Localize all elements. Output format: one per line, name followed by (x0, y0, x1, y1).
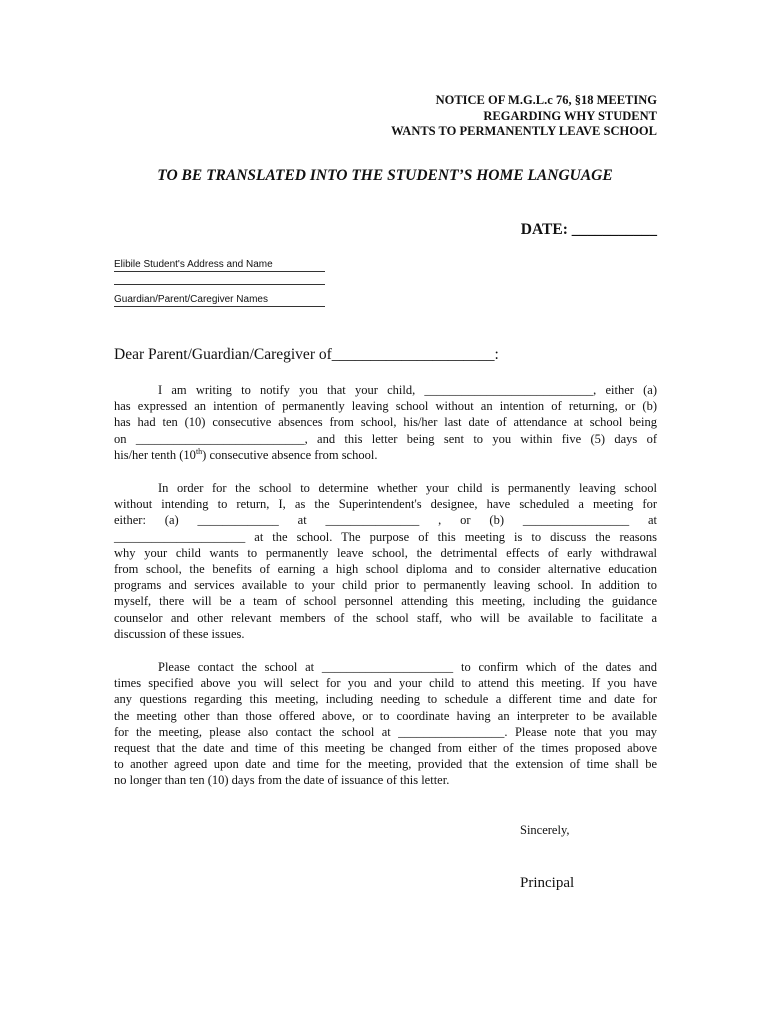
paragraph-line: I am writing to notify you that your child, ___________________________, either (a) (158, 383, 657, 397)
header-line-2: REGARDING WHY STUDENT (483, 108, 657, 123)
paragraph-line: no longer than ten (10) days from the date of issuance of this letter. (114, 773, 450, 788)
paragraph-line: In order for the school to determine whether your child is permanently leaving school (158, 481, 657, 495)
paragraph-line: programs and services available to your child prior to permanently leaving school. In addition to (114, 578, 657, 593)
paragraph-line: either: (a) _____________ at _______________ , or (b) _________________ at (114, 513, 657, 528)
closing: Sincerely, (520, 823, 570, 837)
paragraph-notification (114, 382, 657, 463)
paragraph-line: has had ten (10) consecutive absences from school, his/her last date of attendance at school being (114, 415, 657, 430)
paragraph-line: myself, there will be a team of school personnel attending this meeting, including the guidance (114, 594, 657, 609)
salutation: Dear Parent/Guardian/Caregiver of_____________________: (114, 346, 499, 363)
header-line-3: WANTS TO PERMANENTLY LEAVE SCHOOL (391, 124, 657, 138)
paragraph-line: _____________________ at the school. The purpose of this meeting is to discuss the reasons (114, 529, 657, 544)
paragraph-line: from school, the benefits of earning a high school diploma and to consider alternative education (114, 561, 657, 576)
paragraph-line: Please contact the school at _____________________ to confirm which of the dates and (158, 660, 657, 674)
notice-header (300, 93, 657, 140)
paragraph-line: has expressed an intention of permanently leaving school without an intention of returning, or (b) (114, 399, 657, 414)
paragraph-line: times specified above you will select for you and your child to attend this meeting. If you have (114, 676, 657, 691)
paragraph-line: to another agreed upon date and time for the meeting, provided that the extension of time shall be (114, 757, 657, 772)
paragraph-line: the meeting other than those offered above, or to coordinate having an interpreter to be available (114, 708, 657, 723)
guardian-blank-line (114, 284, 325, 285)
paragraph-meeting (114, 480, 657, 642)
paragraph-line: why your child wants to permanently leave school, the detrimental effects of early withdrawal (114, 545, 657, 560)
header-line-1: NOTICE OF M.G.L.c 76, §18 MEETING (435, 93, 657, 107)
absence-text: ) consecutive absence from school. (202, 447, 378, 462)
date-field: DATE: ___________ (520, 221, 657, 238)
paragraph-line: any questions regarding this meeting, including needing to schedule a different time and date for (114, 692, 657, 707)
translation-note: TO BE TRANSLATED INTO THE STUDENT’S HOME LANGUAGE (157, 167, 613, 184)
paragraph-line: on ___________________________, and this letter being sent to you within five (5) days of (114, 431, 657, 446)
paragraph-line: discussion of these issues. (114, 626, 245, 641)
paragraph-line: counselor and other relevant members of the school staff, who will be available to facilitate a (114, 610, 657, 625)
paragraph-line: without intending to return, I, as the Superintendent's designee, have scheduled a meeting for (114, 497, 657, 512)
ordinal-superscript: th (195, 446, 203, 456)
tenth-text: his/her tenth (10 (114, 447, 196, 462)
student-address-field (114, 259, 325, 272)
signature-title: Principal (520, 875, 575, 891)
paragraph-line: request that the date and time of this meeting be changed from either of the times proposed above (114, 740, 657, 755)
paragraph-contact (114, 659, 657, 789)
guardian-names-field (114, 284, 325, 307)
paragraph-line: for the meeting, please also contact the school at _________________. Please note that you may (114, 724, 657, 739)
paragraph-line (114, 447, 657, 463)
guardian-names-label: Guardian/Parent/Caregiver Names (114, 294, 325, 307)
student-address-label: Elibile Student's Address and Name (114, 259, 325, 272)
